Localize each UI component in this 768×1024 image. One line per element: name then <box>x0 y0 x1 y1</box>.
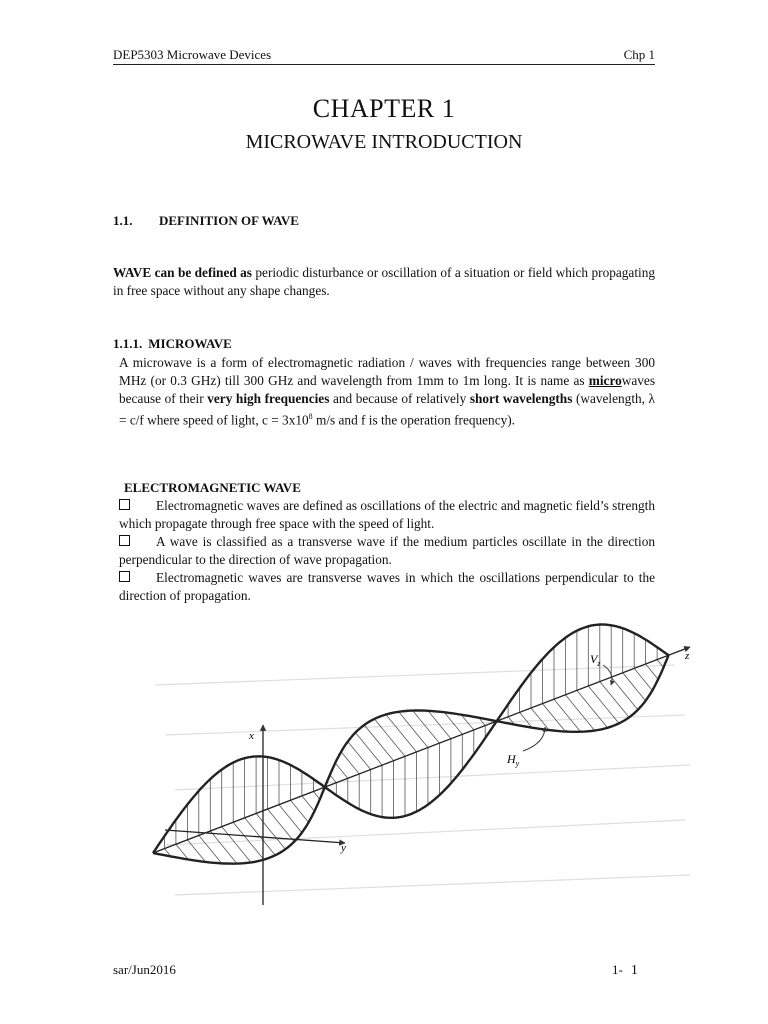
footer-author-date: sar/Jun2016 <box>113 962 176 977</box>
checkbox-bullet-icon <box>119 535 130 546</box>
z-axis-label: z <box>685 650 690 662</box>
h-field-vector <box>634 668 652 690</box>
microwave-text-1: A microwave is a form of electromagnetic radiation / waves with frequencies range between 300 MHz (or 0.3 GHz) till 300 GHz and wavelength from 1mm to 1m long. It is name as <box>119 355 655 388</box>
h-field-vector <box>413 711 440 744</box>
x-axis-label: x <box>249 730 254 742</box>
wave-lead-bold: WAVE can be defined as <box>113 265 252 280</box>
microwave-paragraph <box>119 354 655 429</box>
h-field-vector <box>577 690 608 727</box>
section-heading-1-1 <box>113 213 299 229</box>
exponent: 8 <box>308 412 313 421</box>
wave-definition-paragraph <box>113 264 655 300</box>
vhf-emphasis: very high frequencies <box>207 391 330 406</box>
h-field-vector <box>210 831 237 864</box>
microwave-text-2: waves because of their <box>119 373 655 406</box>
h-field-vector <box>279 805 302 833</box>
y-axis-label: y <box>341 842 346 854</box>
chapter-ref: Chp 1 <box>623 47 655 62</box>
h-field-vector <box>313 792 319 800</box>
h-field-vector <box>335 763 348 778</box>
h-field-vector <box>268 809 295 842</box>
background-noise <box>155 665 690 895</box>
subsection-number: 1.1.1. <box>113 336 143 351</box>
micro-emphasis: micro <box>588 373 622 388</box>
page-header <box>113 47 655 65</box>
z-axis <box>153 647 690 853</box>
course-title: DEP5303 Microwave Devices <box>113 47 272 62</box>
checkbox-bullet-icon <box>119 499 130 510</box>
microwave-text-5: m/s and f is the operation frequency). <box>312 412 515 428</box>
bullet-item <box>119 533 655 569</box>
h-field-vector <box>302 796 315 811</box>
vz-label: $V_z$ <box>590 652 601 668</box>
section-title: DEFINITION OF WAVE <box>159 213 299 228</box>
h-field-vector <box>399 712 428 748</box>
bullet-text: Electromagnetic waves are defined as oscillations of the electric and magnetic field’s strength which propagate through free space with the speed of light. <box>119 498 655 531</box>
h-field-vector <box>199 835 222 863</box>
hy-label: $H_y$ <box>507 752 520 768</box>
h-field-vector <box>543 704 566 732</box>
bullet-text: Electromagnetic waves are transverse waves in which the oscillations perpendicular to the direction of propagation. <box>119 570 655 603</box>
em-wave-heading: ELECTROMAGNETIC WAVE <box>124 480 301 495</box>
h-field-vector <box>611 677 638 710</box>
wave-definition-text: periodic disturbance or oscillation of a situation or field which propagating in free space without any shape changes. <box>113 265 655 298</box>
page-number: 1 <box>630 963 638 978</box>
h-field-vector <box>386 715 417 752</box>
h-field-vector <box>341 752 359 774</box>
h-field-vector <box>554 699 581 732</box>
section-heading-1-1-1 <box>113 336 232 352</box>
short-wavelength-emphasis: short wavelengths <box>469 391 573 406</box>
microwave-text-4: (wavelength, λ = c/f where speed of light, c = 3x10 <box>119 391 656 428</box>
footer-page <box>612 962 638 979</box>
h-field-vector <box>374 719 405 756</box>
chapter-title: CHAPTER 1 <box>312 94 456 123</box>
page-prefix: 1- <box>612 962 623 977</box>
subsection-title: MICROWAVE <box>148 336 232 351</box>
section-number: 1.1. <box>113 213 133 228</box>
h-field-vector <box>222 827 251 863</box>
bullet-item <box>119 569 655 605</box>
h-field-vector <box>657 660 663 668</box>
bullet-item <box>119 497 655 533</box>
chapter-subtitle: MICROWAVE INTRODUCTION <box>245 131 523 153</box>
h-field-vector <box>348 742 371 770</box>
h-field-vector <box>355 733 382 766</box>
bullet-text: A wave is classified as a transverse wave if the medium particles oscillate in the direction perpendicular to the direction of wave propagation. <box>119 534 655 567</box>
hy-pointer-arrow <box>523 727 545 751</box>
microwave-text-3: and because of relatively <box>329 391 470 406</box>
h-field-vector <box>330 775 336 783</box>
checkbox-bullet-icon <box>119 571 130 582</box>
h-field-vector <box>623 673 646 701</box>
h-field-vector <box>600 682 629 718</box>
h-field-vector <box>364 725 393 761</box>
h-field-vector <box>565 695 594 731</box>
h-field-vector <box>291 800 309 822</box>
magnetic-field-curve <box>153 655 669 864</box>
h-field-vector <box>256 813 285 849</box>
em-wave-figure <box>145 615 705 935</box>
